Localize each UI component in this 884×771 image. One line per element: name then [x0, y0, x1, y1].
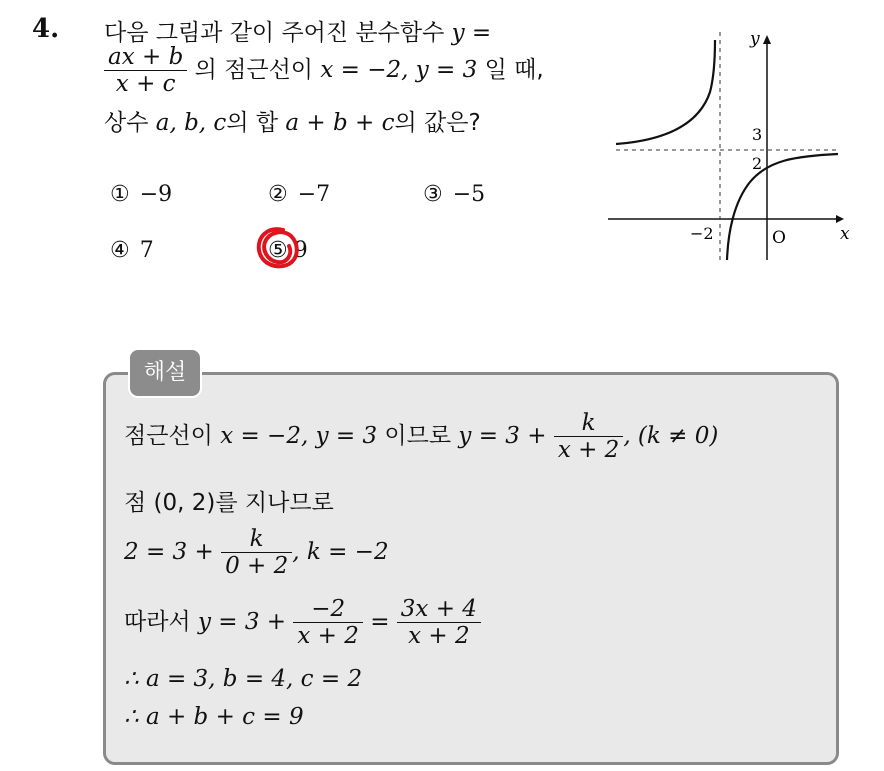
solution-line-1 [124, 410, 718, 464]
question-line-1 [104, 14, 491, 47]
question-text: 의 합 [226, 110, 279, 136]
solution-tag: 해설 [128, 348, 202, 398]
question-math: y = [451, 20, 492, 46]
solution-math: y = 3 + [458, 422, 547, 449]
choice-mark: ① [110, 182, 130, 207]
solution-fraction [397, 596, 481, 650]
fraction-numerator: −2 [293, 596, 363, 623]
solution-text: 점근선이 [124, 422, 213, 449]
tick-label-2: 2 [752, 154, 763, 173]
solution-text: 이므로 [384, 422, 452, 449]
solution-math: , k = −2 [292, 538, 389, 565]
fraction-denominator: x + 2 [297, 623, 359, 650]
tick-label-3: 3 [752, 125, 763, 144]
choice-mark: ④ [110, 238, 130, 263]
question-text: 의 점근선이 [194, 56, 314, 83]
solution-line-2 [124, 484, 334, 517]
selected-answer-mark-icon [253, 222, 305, 274]
question-math: a, b, c [155, 110, 227, 136]
x-axis-label: x [840, 224, 850, 244]
solution-math: 2 = 3 + [124, 538, 214, 565]
left-branch-curve [616, 40, 715, 144]
choice-2[interactable] [268, 182, 330, 207]
solution-line-3 [124, 526, 389, 580]
y-axis-label: y [750, 29, 760, 49]
choice-value: −7 [297, 182, 331, 207]
function-graph [600, 22, 862, 270]
question-line-2 [104, 44, 544, 98]
choice-value: −9 [139, 182, 173, 207]
question-text: 의 값은? [394, 110, 481, 136]
origin-label: O [772, 228, 786, 248]
fraction-denominator: x + 2 [557, 437, 620, 464]
solution-line-4 [124, 596, 481, 650]
choice-value: −5 [452, 182, 486, 207]
fraction-numerator: k [221, 526, 292, 553]
choice-1[interactable] [110, 182, 172, 207]
solution-fraction [221, 526, 292, 580]
question-text: 다음 그림과 같이 주어진 분수함수 [104, 20, 445, 46]
question-fraction [104, 44, 187, 98]
solution-text: 따라서 [124, 608, 191, 635]
question-line-3 [104, 104, 481, 137]
question-math: x = −2, y = 3 [320, 56, 478, 83]
solution-line-6: ∴ a + b + c = 9 [124, 704, 304, 730]
fraction-numerator: k [554, 410, 624, 437]
fraction-numerator: ax + b [104, 44, 187, 71]
choice-mark: ③ [423, 182, 443, 207]
question-text: 일 때, [484, 56, 544, 83]
choice-mark: ② [268, 182, 288, 207]
choice-3[interactable] [423, 182, 485, 207]
solution-math: y = 3 + [197, 608, 287, 635]
solution-fraction [293, 596, 363, 650]
question-number: 4. [32, 14, 60, 44]
choice-value: 7 [139, 238, 154, 263]
fraction-denominator: x + 2 [408, 623, 470, 650]
tick-label-minus-2: −2 [690, 224, 714, 243]
solution-math: x = −2, y = 3 [220, 422, 378, 449]
choice-4[interactable] [110, 238, 154, 263]
choice-mark: ⑤ [268, 238, 288, 263]
solution-math: = [370, 608, 390, 635]
question-text: 상수 [104, 110, 149, 136]
solution-text: 점 (0, 2)를 지나므로 [124, 490, 334, 516]
question-math: a + b + c [285, 110, 395, 136]
fraction-denominator: 0 + 2 [225, 553, 289, 580]
choice-value: 9 [293, 238, 308, 263]
fraction-numerator: 3x + 4 [397, 596, 481, 623]
solution-line-5: ∴ a = 3, b = 4, c = 2 [124, 666, 363, 692]
x-axis-arrow-icon [836, 215, 844, 223]
solution-math: , (k ≠ 0) [623, 422, 719, 449]
fraction-denominator: x + c [115, 71, 176, 98]
solution-fraction [554, 410, 624, 464]
y-axis-arrow-icon [763, 35, 771, 44]
